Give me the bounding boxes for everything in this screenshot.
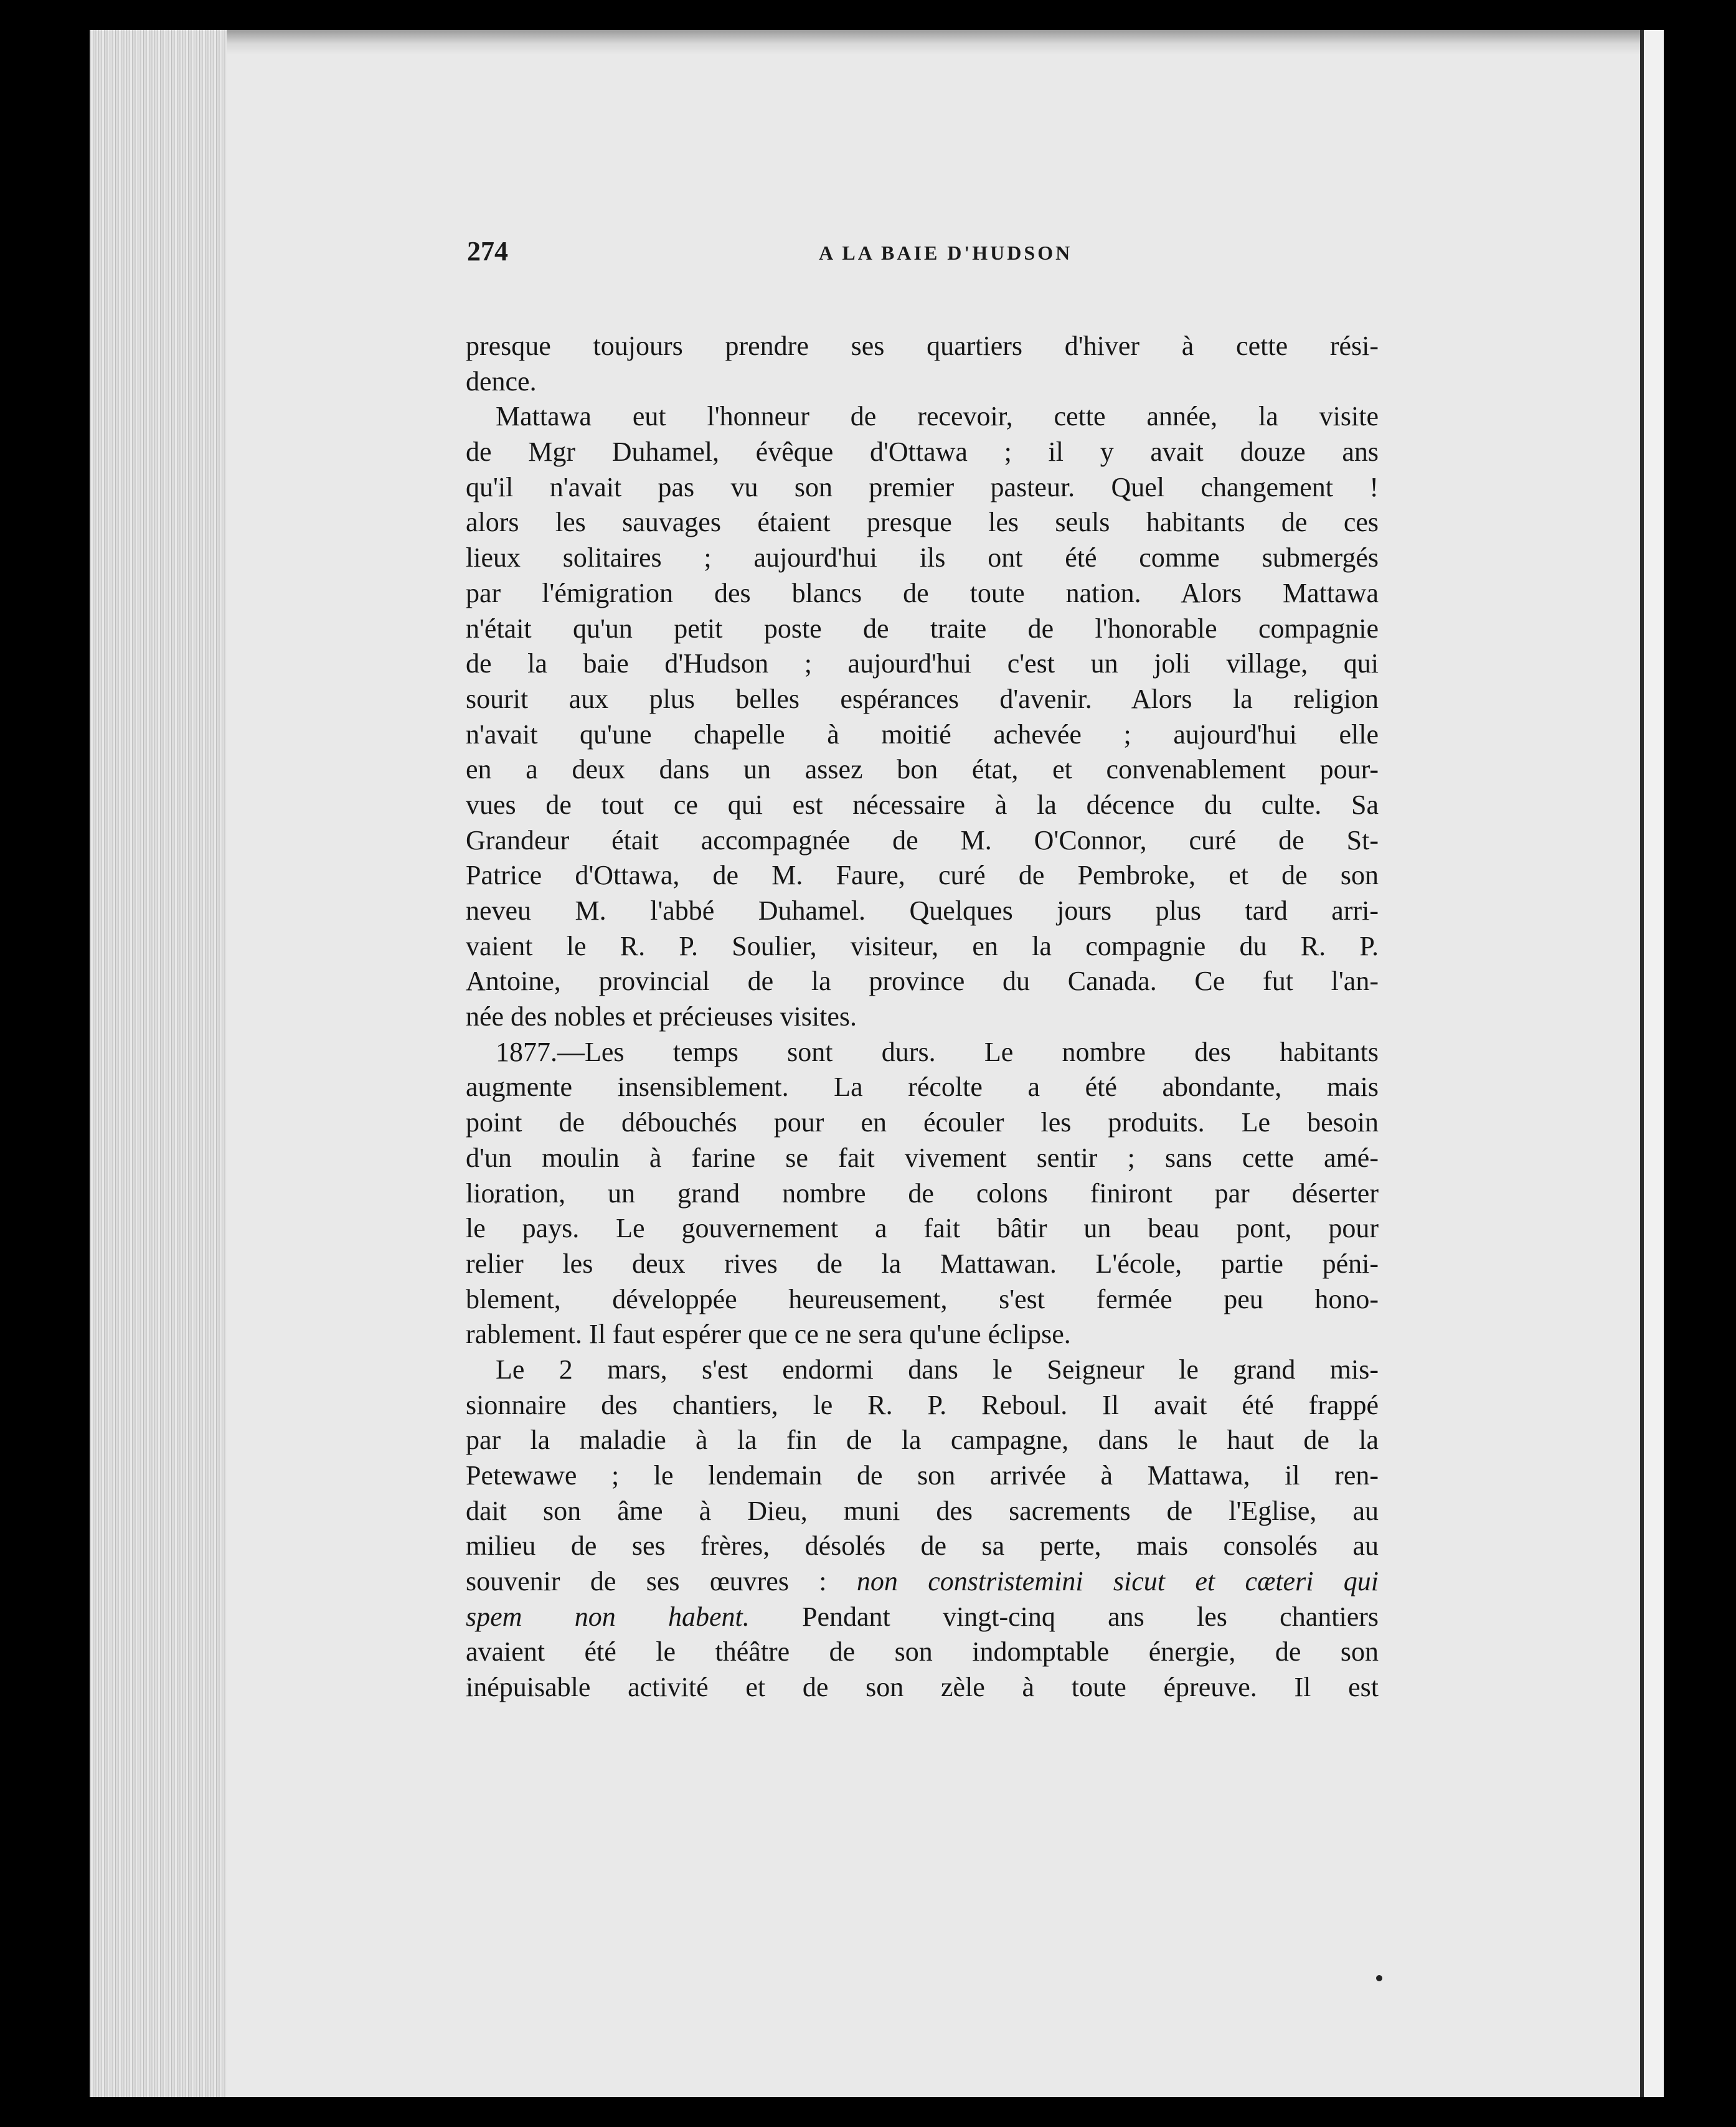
latin-quote: non constristemini sicut et cæteri qui: [856, 1566, 1379, 1597]
text-line: blement, développée heureusement, s'est fermée peu hono-: [466, 1283, 1379, 1314]
page-number: 274: [467, 236, 508, 266]
text-line: d'un moulin à farine se fait vivement sentir ; sans cette amé-: [466, 1142, 1379, 1173]
text-line-mixed: [466, 1564, 1379, 1600]
text-line: milieu de ses frères, désolés de sa perte, mais consolés au: [466, 1530, 1379, 1562]
text-segment: souvenir de ses œuvres :: [466, 1566, 827, 1597]
text-line: relier les deux rives de la Mattawan. L'école, partie péni-: [466, 1248, 1379, 1279]
text-line: 1877.—Les temps sont durs. Le nombre des habitants: [496, 1036, 1379, 1067]
text-line: rablement. Il faut espérer que ce ne sera qu'une éclipse.: [466, 1319, 1071, 1350]
text-line: vues de tout ce qui est nécessaire à la décence du culte. Sa: [466, 789, 1379, 820]
text-line: neveu M. l'abbé Duhamel. Quelques jours plus tard arri-: [466, 895, 1379, 926]
text-line: Grandeur était accompagnée de M. O'Connor, curé de St-: [466, 824, 1379, 856]
text-line: le pays. Le gouvernement a fait bâtir un beau pont, pour: [466, 1213, 1379, 1244]
text-line: avaient été le théâtre de son indomptable énergie, de son: [466, 1636, 1379, 1667]
book-page-edges: [90, 30, 238, 2097]
body-text: [466, 329, 1379, 1705]
text-line: de Mgr Duhamel, évêque d'Ottawa ; il y avait douze ans: [466, 436, 1379, 468]
text-line: lieux solitaires ; aujourd'hui ils ont été comme submergés: [466, 542, 1379, 573]
text-line: de la baie d'Hudson ; aujourd'hui c'est un joli village, qui: [466, 648, 1379, 679]
text-line: Le 2 mars, s'est endormi dans le Seigneur le grand mis-: [496, 1354, 1379, 1385]
text-line: Antoine, provincial de la province du Canada. Ce fut l'an-: [466, 966, 1379, 997]
text-line: alors les sauvages étaient presque les seuls habitants de ces: [466, 507, 1379, 538]
text-line: dence.: [466, 366, 537, 397]
text-line: sionnaire des chantiers, le R. P. Reboul. Il avait été frappé: [466, 1389, 1379, 1420]
ink-speck: [1376, 1975, 1382, 1981]
page-top-shadow: [227, 30, 1640, 55]
text-line: lioration, un grand nombre de colons finiront par déserter: [466, 1177, 1379, 1209]
text-line: vaient le R. P. Soulier, visiteur, en la compagnie du R. P.: [466, 930, 1379, 961]
text-line: par la maladie à la fin de la campagne, dans le haut de la: [466, 1425, 1379, 1456]
text-line: qu'il n'avait pas vu son premier pasteur. Quel changement !: [466, 471, 1379, 502]
text-line-mixed: [466, 1600, 1379, 1635]
text-line: par l'émigration des blancs de toute nation. Alors Mattawa: [466, 577, 1379, 608]
text-line: en a deux dans un assez bon état, et convenablement pour-: [466, 754, 1379, 785]
text-line: Mattawa eut l'honneur de recevoir, cette année, la visite: [496, 401, 1379, 432]
text-line: Petewawe ; le lendemain de son arrivée à Mattawa, il ren-: [466, 1460, 1379, 1491]
text-line: dait son âme à Dieu, muni des sacrements de l'Eglise, au: [466, 1495, 1379, 1526]
text-line: presque toujours prendre ses quartiers d'hiver à cette rési-: [466, 331, 1379, 361]
latin-quote-end: spem non habent.: [466, 1601, 750, 1632]
text-line: sourit aux plus belles espérances d'avenir. Alors la religion: [466, 683, 1379, 714]
running-title: A LA BAIE D'HUDSON: [819, 242, 1073, 264]
next-page-sliver: [1644, 30, 1664, 2097]
text-line: point de débouchés pour en écouler les produits. Le besoin: [466, 1107, 1379, 1138]
text-line: n'était qu'un petit poste de traite de l'honorable compagnie: [466, 613, 1379, 644]
text-line: n'avait qu'une chapelle à moitié achevée ; aujourd'hui elle: [466, 719, 1379, 750]
text-line: née des nobles et précieuses visites.: [466, 1001, 857, 1032]
text-line: augmente insensiblement. La récolte a été abondante, mais: [466, 1072, 1379, 1103]
text-line: Patrice d'Ottawa, de M. Faure, curé de Pembroke, et de son: [466, 860, 1379, 891]
page-header: [467, 235, 1376, 279]
text-segment: Pendant vingt-cinq ans les chantiers: [801, 1601, 1379, 1632]
text-line: inépuisable activité et de son zèle à toute épreuve. Il est: [466, 1672, 1379, 1703]
